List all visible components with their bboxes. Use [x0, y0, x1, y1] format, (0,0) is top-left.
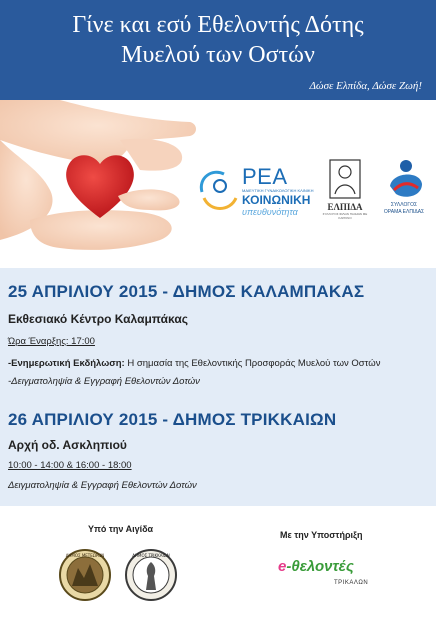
event-1-title: 25 ΑΠΡΙΛΙΟΥ 2015 - ΔΗΜΟΣ ΚΑΛΑΜΠΑΚΑΣ: [8, 282, 365, 301]
e-thelontes-logo: [278, 558, 378, 592]
trikala-municipality-seal: [124, 548, 178, 602]
rea-logo: [196, 160, 314, 220]
evol-mid: -θελοντές: [286, 558, 354, 575]
seal-2-text: ΔΗΜΟΣ ΤΡΙΚΚΑΙΩΝ: [132, 553, 170, 558]
orama-line-2: ΟΡΑΜΑ ΕΛΠΙΔΑΣ: [383, 209, 425, 215]
title-line-2: Μυελού των Οστών: [121, 42, 315, 68]
e-thelontes-sub: ΤΡΙΚΑΛΩΝ: [334, 580, 369, 586]
elpida-name: ΕΛΠΙΔΑ: [327, 202, 363, 212]
elpida-logo: [320, 156, 370, 222]
patron-label: Υπό την Αιγίδα: [88, 524, 154, 534]
e-thelontes-wordmark: [278, 558, 354, 575]
orama-emblem-icon: [376, 156, 432, 202]
support-label: Με την Υποστήριξη: [280, 530, 363, 540]
event-2-title: 26 ΑΠΡΙΛΙΟΥ 2015 - ΔΗΜΟΣ ΤΡΙΚΚΑΙΩΝ: [8, 410, 337, 429]
orama-text: [376, 202, 432, 216]
rea-swirl-icon: [196, 164, 242, 220]
event-1-sampling: -Δειγματοληψία & Εγγραφή Εθελοντών Δοτών: [8, 376, 200, 387]
seal-1-text: ΔΗΜΟΣ ΜΕΤΕΩΡΩΝ: [65, 553, 105, 558]
tagline: Δώσε Ελπίδα, Δώσε Ζωή!: [309, 80, 422, 92]
event-1-info-text: Η σημασία της Εθελοντικής Προσφοράς Μυελού των Οστών: [124, 358, 381, 369]
orama-logo: [376, 156, 432, 222]
hero-section: [0, 100, 436, 260]
event-2-sampling: Δειγματοληψία & Εγγραφή Εθελοντών Δοτών: [8, 480, 197, 491]
event-1-info-label: -Ενημερωτική Εκδήλωση:: [8, 358, 125, 369]
event-1-start-time: Ώρα Έναρξης: 17:00: [8, 336, 95, 347]
elpida-emblem-icon: [320, 156, 370, 202]
event-info-panel: [0, 268, 436, 506]
rea-name: ΡΕΑ: [242, 164, 288, 189]
orama-line-1: ΣΥΛΛΟΓΟΣ: [390, 202, 418, 208]
footer: [0, 510, 436, 640]
event-2-hours: 10:00 - 14:00 & 16:00 - 18:00: [8, 460, 132, 471]
sponsor-logos: [196, 156, 432, 226]
rea-subtitle: ΜΑΙΕΥΤΙΚΗ ΓΥΝΑΙΚΟΛΟΓΙΚΗ ΚΛΙΝΙΚΗ: [242, 188, 314, 193]
event-1-info-line: [8, 358, 380, 369]
rea-line-2: υπευθυνότητα: [242, 207, 298, 217]
elpida-subtitle: ΣΥΛΛΟΓΟΣ ΦΙΛΩΝ ΠΑΙΔΙΩΝ ΜΕ ΚΑΡΚΙΝΟ: [322, 212, 368, 220]
title-line-1: Γίνε και εσύ Εθελοντής Δότης: [72, 12, 364, 38]
hands-heart-image: [0, 100, 200, 260]
evol-e: e: [278, 558, 287, 575]
heart-icon: [66, 155, 134, 218]
header-banner: [0, 0, 436, 100]
rea-line-1: ΚΟΙΝΩΝΙΚΗ: [242, 193, 311, 207]
meteora-municipality-seal: [58, 548, 112, 602]
event-1-venue: Εκθεσιακό Κέντρο Καλαμπάκας: [8, 312, 188, 326]
event-2-venue: Αρχή οδ. Ασκληπιού: [8, 438, 127, 452]
page-title: [0, 10, 436, 70]
